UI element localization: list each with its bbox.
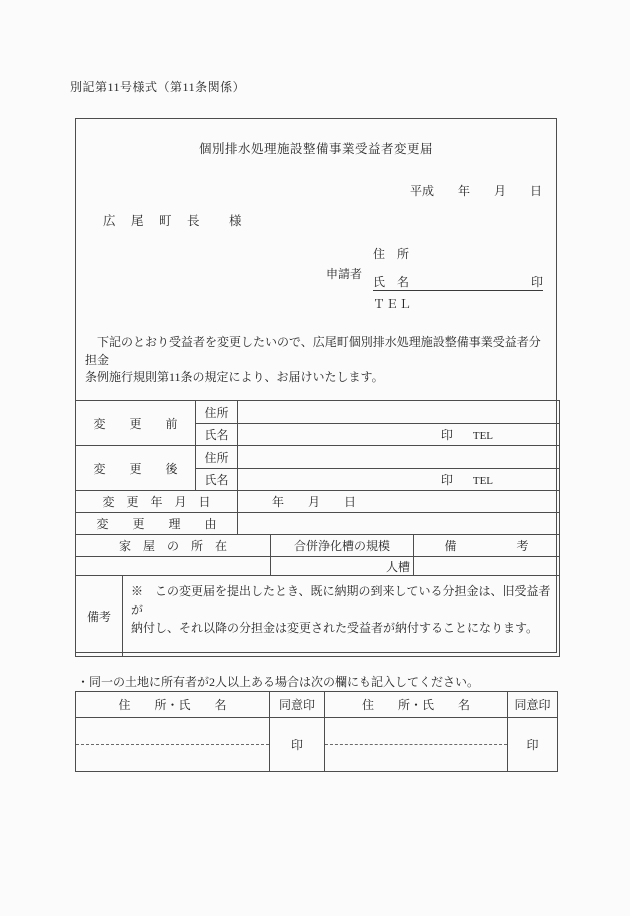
- after-name-label-cell: 氏名: [196, 469, 238, 491]
- applicant-address-label: 住 所: [373, 247, 410, 261]
- applicant-name-label: 氏 名: [373, 275, 410, 289]
- consent-note: ・同一の土地に所有者が2人以上ある場合は次の欄にも記入してください。: [77, 675, 480, 689]
- remarks-text-cell: [123, 576, 560, 657]
- after-address-value-cell: [238, 446, 560, 469]
- change-date-value-cell: 年 月 日: [238, 491, 560, 513]
- before-tel-label: TEL: [472, 430, 494, 442]
- after-change-label-cell: 変 更 後: [76, 446, 196, 491]
- before-name-label-cell: 氏名: [196, 424, 238, 446]
- consent-name-entry-cell: [76, 718, 270, 772]
- after-address-label-cell: 住所: [196, 446, 238, 469]
- addressee-line: 広 尾 町 長 様: [103, 214, 244, 228]
- remarks-line2: 納付し、それ以降の分担金は変更された受益者が納付することになります。: [131, 621, 539, 635]
- applicant-label: 申請者: [326, 267, 363, 281]
- body-text-line1: 下記のとおり受益者を変更したいので、広尾町個別排水処理施設整備事業受益者分担金: [85, 335, 541, 367]
- after-seal-label: 印: [440, 473, 453, 487]
- consent-seal-header-cell: 同意印: [270, 692, 325, 718]
- consent-table: [75, 691, 558, 772]
- consent-name-header-cell: 住 所・氏 名: [325, 692, 508, 718]
- change-date-label-cell: 変 更 年 月 日: [76, 491, 238, 513]
- house-location-header-cell: 家 屋 の 所 在: [76, 535, 271, 557]
- consent-seal-entry-cell: [508, 718, 558, 772]
- before-address-label-cell: 住所: [196, 401, 238, 424]
- before-seal-label: 印: [440, 428, 453, 442]
- form-title: 個別排水処理施設整備事業受益者変更届: [198, 142, 433, 156]
- consent-seal-label: 印: [290, 738, 303, 752]
- consent-seal-entry-cell: [270, 718, 325, 772]
- date-line: 平成 年 月 日: [409, 184, 542, 198]
- body-text: [85, 334, 551, 387]
- remarks-line1: ※ この変更届を提出したとき、既に納期の到来している分担金は、旧受益者が: [131, 584, 551, 617]
- consent-seal-label: 印: [526, 738, 539, 752]
- septic-capacity-cell: 人槽: [271, 557, 414, 576]
- notes-header-cell: 備 考: [414, 535, 560, 557]
- consent-name-header-cell: 住 所・氏 名: [76, 692, 270, 718]
- before-change-label-cell: 変 更 前: [76, 401, 196, 446]
- after-name-value-cell: [238, 469, 560, 491]
- before-address-value-cell: [238, 401, 560, 424]
- change-reason-label-cell: 変 更 理 由: [76, 513, 238, 535]
- consent-seal-header-cell: 同意印: [508, 692, 558, 718]
- form-number-label: 別記第11号様式（第11条関係）: [70, 80, 246, 94]
- applicant-seal-label: 印: [530, 275, 543, 289]
- before-name-value-cell: [238, 424, 560, 446]
- signature-dashed-line: [325, 744, 507, 745]
- change-reason-value-cell: [238, 513, 560, 535]
- notes-value-cell: [414, 557, 560, 576]
- change-details-table: [75, 400, 560, 657]
- consent-name-entry-cell: [325, 718, 508, 772]
- signature-dashed-line: [76, 744, 269, 745]
- main-form-box: [75, 118, 557, 653]
- house-location-value-cell: [76, 557, 271, 576]
- after-tel-label: TEL: [472, 475, 494, 487]
- septic-scale-header-cell: 合併浄化槽の規模: [271, 535, 414, 557]
- applicant-name-field: [373, 276, 543, 291]
- remarks-label-cell: 備考: [76, 576, 123, 657]
- body-text-line2: 条例施行規則第11条の規定により、お届けいたします。: [85, 370, 384, 384]
- applicant-tel-label: ＴＥＬ: [373, 297, 413, 311]
